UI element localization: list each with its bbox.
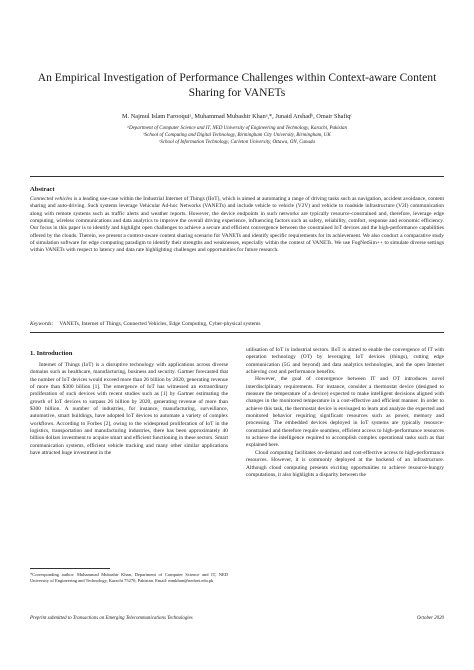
author-list: M. Najmul Islam Farooquiᵃ, Muhammad Mubashir Khanᵃ,*, Junaid Arshadᵇ, Omair Shafiqᶜ: [122, 113, 352, 120]
preprint-footer: Preprint submitted to Transactions on Emerging Telecommunications Technologies: [30, 616, 193, 621]
footnote: *Corresponding author: Muhammad Mubashir Khan, Department of Computer Science and IT, NED University of Engineering and Technology, Karachi 75270, Pakistan. Email: mmkhan@neduet.edu.pk: [30, 572, 228, 584]
bottom-divider: [30, 332, 444, 333]
keywords-text: VANETs, Internet of Things, Connected Vehicles, Edge Computing, Cyber-physical systems: [59, 321, 261, 327]
section-heading: 1. Introduction: [30, 350, 73, 357]
top-divider: [30, 176, 444, 177]
affiliations: [20, 125, 454, 146]
abstract-lead: Connected vehicles: [30, 196, 73, 202]
affiliation-b: ᵇSchool of Computing and Digital Technology, Birmingham City University, Birmingham, UK: [143, 133, 331, 138]
footnote-divider: [30, 568, 110, 569]
abstract-text: is a leading use-case within the Industrial Internet of Things (IIoT), which is aimed at automating a range of driving tasks such as navigation, accident avoidance, content sharing and auto-driving. Such systems leverage Vehicular Ad-hoc Networks (VANETs) and include vehicle to vehicle (V2V) and vehicle to roadside infrastructure (V2I) communication along with remote systems such as traffic alerts and weather reports. However, the device endpoints in such networks are typically resource-constrained and, therefore, leverage edge computing, wireless communications and data analytics to improve the overall driving experience, influencing factors such as safety, reliability, comfort, response and economic efficiency. Our focus in this paper is to identify and highlight open challenges to achieve a secure and efficient convergence between the constrained IoT devices and the high-performance capabilities offered by the clouds. Therein, we present a context-aware content sharing scenario for VANETs and identify specific requirements for its achievement. We also conduct a comparative study of simulation software for edge computing paradigm to identify their strengths and weaknesses, especially within the context of VANETs. We use FogNetSim++ to simulate diverse settings within VANETs with respect to latency and data rate highlighting challenges and opportunities for future research.: [30, 196, 444, 254]
paragraph: However, the goal of convergence between IT and OT introduces novel interdisciplinary requirements. For instance, consider a thermostat device (designed to measure the temperature of a device) expected to make intelligent decisions aligned with changes in the monitored temperature in a cost-effective and efficient manner. In order to achieve this task, the thermostat device is envisaged to learn and analyze the expected and monitored behavior requiring significant resources such as power, memory and processing. The embedded devices deployed in IoT systems are typically resource-constrained and therefore require seamless, efficient access to high-performance resources to achieve the intelligence required to accomplish complex operational tasks such as that explained here.: [246, 376, 444, 449]
left-column: [30, 362, 228, 457]
affiliation-c: ᶜSchool of Information Technology, Carleton University, Ottawa, ON, Canada: [158, 140, 316, 145]
abstract-body: [30, 196, 444, 255]
keywords-label: Keywords:: [30, 321, 54, 327]
paragraph: Cloud computing facilitates on-demand and cost-effective access to high-performance resources. However, it is commonly deployed at the backend of an infrastructure. Although cloud computing presents exciting opportunities to achieve resource-hungry computations, it also highlights a disparity between the: [246, 449, 444, 478]
paragraph: utilisation of IoT in industrial sectors. IIoT is aimed to enable the convergence of IT with operation technology (OT) by leveraging IoT devices (things), cutting edge communication (5G and beyond) and data analytics technologies, and the open Internet achieving cost and performance benefits.: [246, 347, 444, 376]
affiliation-a: ᵃDepartment of Computer Science and IT, NED University of Engineering and Technology, Karachi, Pakistan: [126, 126, 348, 131]
right-column: [246, 347, 444, 479]
paper-title: An Empirical Investigation of Performance Challenges within Context-aware Content Sharing for VANETs: [37, 71, 437, 99]
keywords: [30, 321, 444, 328]
abstract-heading: Abstract: [30, 186, 55, 193]
date-footer: October 2020: [416, 616, 444, 621]
paragraph: Internet of Things (IoT) is a disruptive technology with applications across diverse domains such as healthcare, manufacturing, business and security. Gartner forecasted that the number of IoT devices would exceed more than 26 billion by 2020, generating revenue of more than $300 billion [1]. The emergence of IoT has witnessed an extraordinary proliferation of such devices with recent studies such as [1] by Gartner estimating the growth of IoT devices to surpass 26 billion by 2020, generating revenue of more than $300 billion. A number of industries, for instance, manufacturing, surveillance, automotive, smart buildings, have adopted IoT devices to automate a variety of complex workflows. According to Forbes [2], owing to the widespread proliferation of IoT in the logistics, transportation and manufacturing industries, there has been approximately 40 billion dollars investment to acquire smart and efficient functioning in these sectors. Smart communication systems, efficient vehicle tracking and many other similar applications have attracted huge investment in the: [30, 362, 228, 457]
